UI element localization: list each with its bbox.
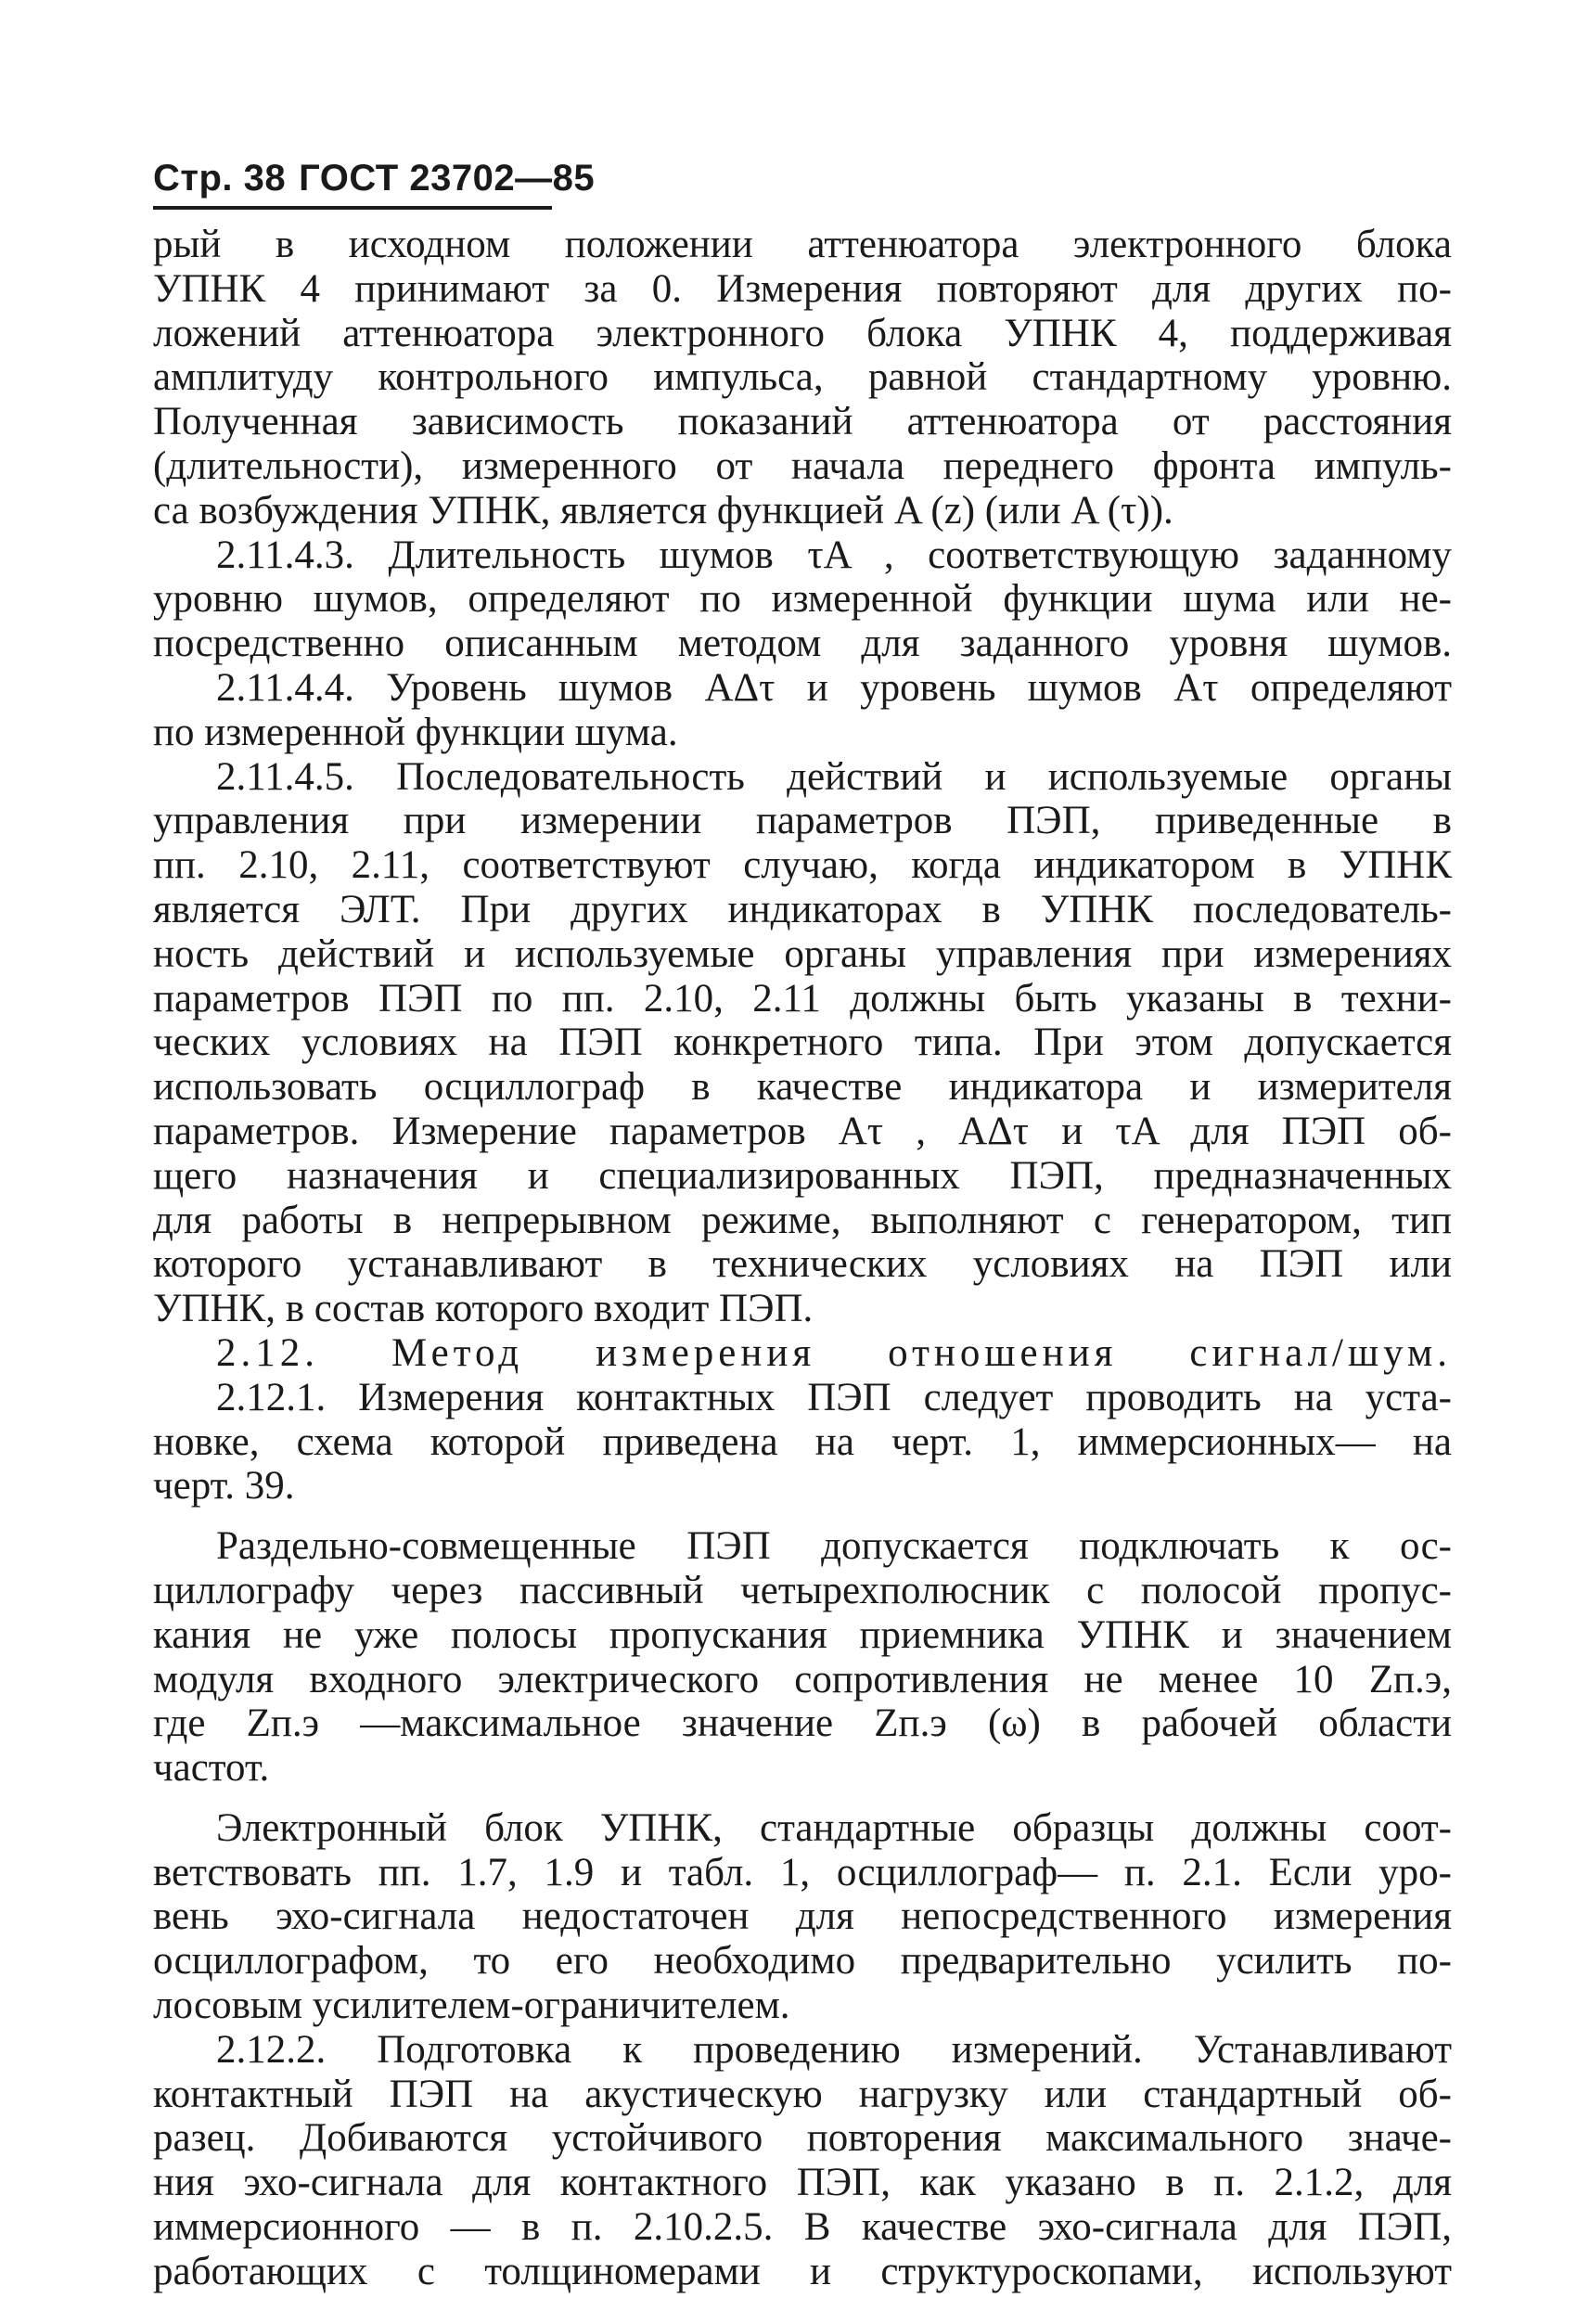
text-line: иммерсионного — в п. 2.10.2.5. В качестве эхо-сигнала для ПЭП, <box>153 2205 1452 2250</box>
text-line: УПНК, в состав которого входит ПЭП. <box>153 1287 814 1331</box>
clause-2-12-2: 2.12.2. Подготовка к проведению измерений. Устанавливают <box>216 2027 1452 2072</box>
text-line: частот. <box>153 1746 270 1791</box>
paragraph-start: Раздельно-совмещенные ПЭП допускается подключать к ос- <box>216 1524 1452 1569</box>
clause-2-11-4-3: 2.11.4.3. Длительность шумов τA , соответствующую заданному <box>216 533 1452 577</box>
text-line: которого устанавливают в технических условиях на ПЭП или <box>153 1242 1452 1287</box>
text-line: черт. 39. <box>153 1464 295 1509</box>
text-line: УПНК 4 принимают за 0. Измерения повторяют для других по- <box>153 266 1452 311</box>
text-line: ложений аттенюатора электронного блока УПНК 4, поддерживая <box>153 311 1452 355</box>
text-line: ность действий и используемые органы управления при измерениях <box>153 931 1452 976</box>
clause-2-11-4-4: 2.11.4.4. Уровень шумов AΔτ и уровень шумов Aτ определяют <box>216 665 1452 710</box>
text-line: управления при измерении параметров ПЭП, приведенные в <box>153 799 1452 843</box>
body-text <box>153 223 1452 2294</box>
text-line: ния эхо-сигнала для контактного ПЭП, как указано в п. 2.1.2, для <box>153 2161 1452 2205</box>
text-line: циллографу через пассивный четырехполюсник с полосой пропус- <box>153 1568 1452 1612</box>
text-line: контактный ПЭП на акустическую нагрузку или стандартный об- <box>153 2072 1452 2116</box>
text-line: разец. Добиваются устойчивого повторения максимального значе- <box>153 2116 1452 2161</box>
clause-2-11-4-5: 2.11.4.5. Последовательность действий и используемые органы <box>216 754 1452 799</box>
text-line: уровню шумов, определяют по измеренной функции шума или не- <box>153 577 1452 622</box>
text-line: (длительности), измеренного от начала переднего фронта импуль- <box>153 443 1452 488</box>
text-line: ческих условиях на ПЭП конкретного типа. При этом допускается <box>153 1021 1452 1065</box>
text-line: модуля входного электрического сопротивления не менее 10 Zп.э, <box>153 1657 1452 1701</box>
clause-2-12-1: 2.12.1. Измерения контактных ПЭП следует проводить на уста- <box>216 1375 1452 1419</box>
text-line: кания не уже полосы пропускания приемника УПНК и значением <box>153 1612 1452 1657</box>
header-rule <box>153 206 552 210</box>
text-line: осциллографом, то его необходимо предварительно усилить по- <box>153 1939 1452 1984</box>
text-line: параметров. Измерение параметров Aτ , AΔτ и τA для ПЭП об- <box>153 1109 1452 1153</box>
text-line: щего назначения и специализированных ПЭП, предназначенных <box>153 1153 1452 1198</box>
section-heading-2-12: 2.12. Метод измерения отношения сигнал/шум. <box>216 1330 1452 1375</box>
page-number: Стр. 38 <box>153 158 287 199</box>
text-line: рый в исходном положении аттенюатора электронного блока <box>153 223 1452 266</box>
text-line: по измеренной функции шума. <box>153 710 678 754</box>
text-line: параметров ПЭП по пп. 2.10, 2.11 должны быть указаны в техни- <box>153 976 1452 1021</box>
text-line: ветствовать пп. 1.7, 1.9 и табл. 1, осциллограф— п. 2.1. Если уро- <box>153 1850 1452 1894</box>
text-line: посредственно описанным методом для заданного уровня шумов. <box>153 622 1452 666</box>
text-line: Полученная зависимость показаний аттенюатора от расстояния <box>153 400 1452 444</box>
text-line: работающих с толщиномерами и структуроскопами, используют <box>153 2249 1452 2293</box>
text-line: вень эхо-сигнала недостаточен для непосредственного измерения <box>153 1894 1452 1939</box>
text-line: са возбуждения УПНК, является функцией A (z) (или A (τ)). <box>153 488 1173 533</box>
text-line: где Zп.э —максимальное значение Zп.э (ω) в рабочей области <box>153 1701 1452 1746</box>
text-line: для работы в непрерывном режиме, выполняют с генератором, тип <box>153 1198 1452 1242</box>
text-line: использовать осциллограф в качестве индикатора и измерителя <box>153 1065 1452 1110</box>
text-line: пп. 2.10, 2.11, соответствуют случаю, когда индикатором в УПНК <box>153 843 1452 888</box>
paragraph-start: Электронный блок УПНК, стандартные образцы должны соот- <box>216 1805 1452 1850</box>
text-line: лосовым усилителем-ограничителем. <box>153 1984 790 2028</box>
page-header <box>153 156 596 200</box>
text-line: является ЭЛТ. При других индикаторах в УПНК последователь- <box>153 887 1452 931</box>
text-line: новке, схема которой приведена на черт. 1, иммерсионных— на <box>153 1419 1452 1464</box>
standard-designation: ГОСТ 23702—85 <box>299 158 596 199</box>
text-line: амплитуду контрольного импульса, равной стандартному уровню. <box>153 355 1452 400</box>
